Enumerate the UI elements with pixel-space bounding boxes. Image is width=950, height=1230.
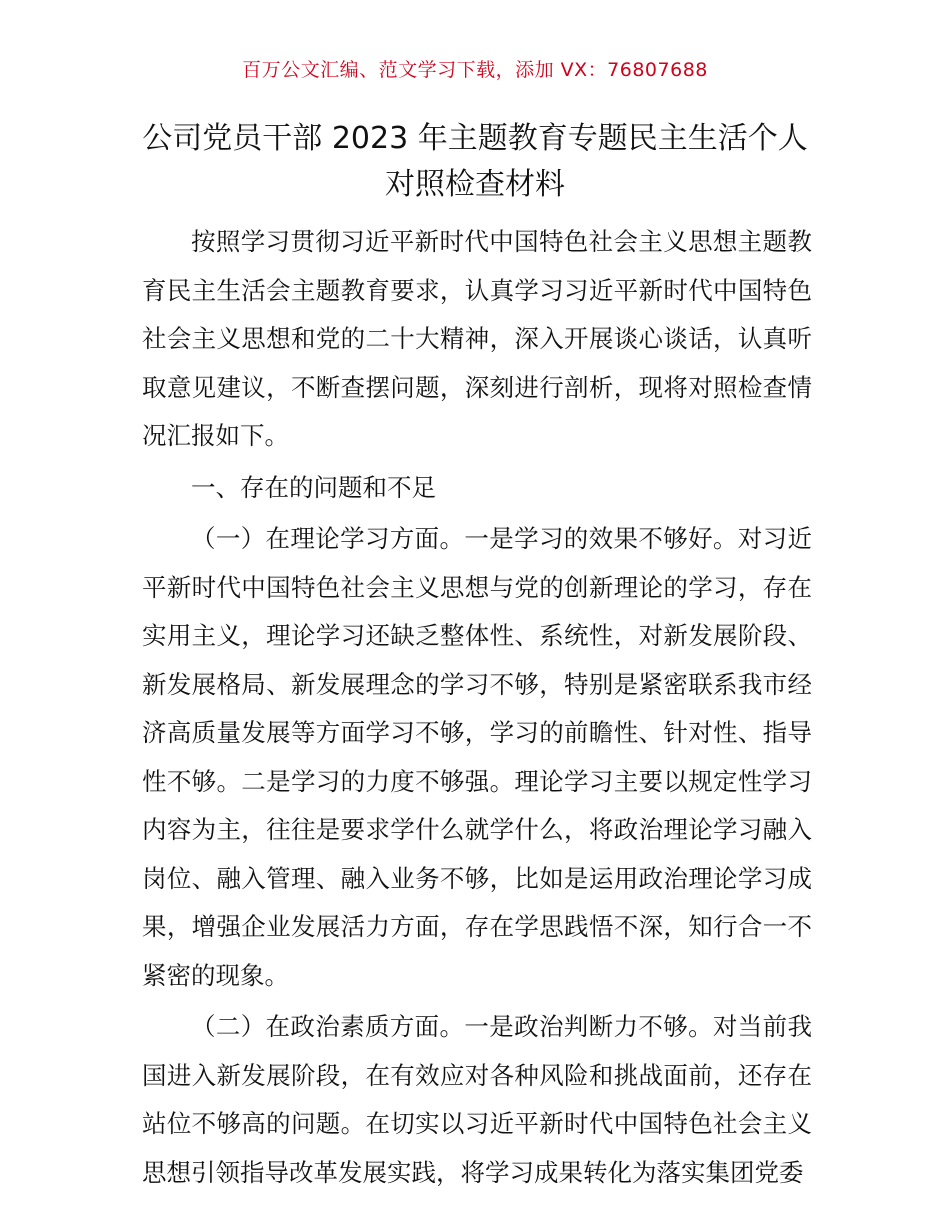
political-quality-paragraph: （二）在政治素质方面。一是政治判断力不够。对当前我国进入新发展阶段，在有效应对各种风险和挑战面前，还存在站位不够高的问题。在切实以习近平新时代中国特色社会主义思想引领指导改革发展实践，将学习成果转化为落实集团党委: [142, 1012, 812, 1187]
promo-header: 百万公文汇编、范文学习下载，添加 VX：76807688: [242, 59, 708, 81]
theory-study-paragraph: （一）在理论学习方面。一是学习的效果不够好。对习近平新时代中国特色社会主义思想与党的创新理论的学习，存在实用主义，理论学习还缺乏整体性、系统性，对新发展阶段、新发展格局、新发展理念的学习不够，特别是紧密联系我市经济高质量发展等方面学习不够，学习的前瞻性、针对性、指导性不够。二是学习的力度不够强。理论学习主要以规定性学习内容为主，往往是要求学什么就学什么，将政治理论学习融入岗位、融入管理、融入业务不够，比如是运用政治理论学习成果，增强企业发展活力方面，存在学思践悟不深，知行合一不紧密的现象。: [142, 524, 812, 990]
intro-paragraph: 按照学习贯彻习近平新时代中国特色社会主义思想主题教育民主生活会主题教育要求，认真学习习近平新时代中国特色社会主义思想和党的二十大精神，深入开展谈心谈话，认真听取意见建议，不断查摆问题，深刻进行剖析，现将对照检查情况汇报如下。: [142, 227, 812, 450]
section-heading: 一、存在的问题和不足: [191, 472, 436, 502]
document-body: [142, 218, 812, 1197]
document-title: 公司党员干部 2023 年主题教育专题民主生活个人对照检查材料: [142, 121, 808, 202]
